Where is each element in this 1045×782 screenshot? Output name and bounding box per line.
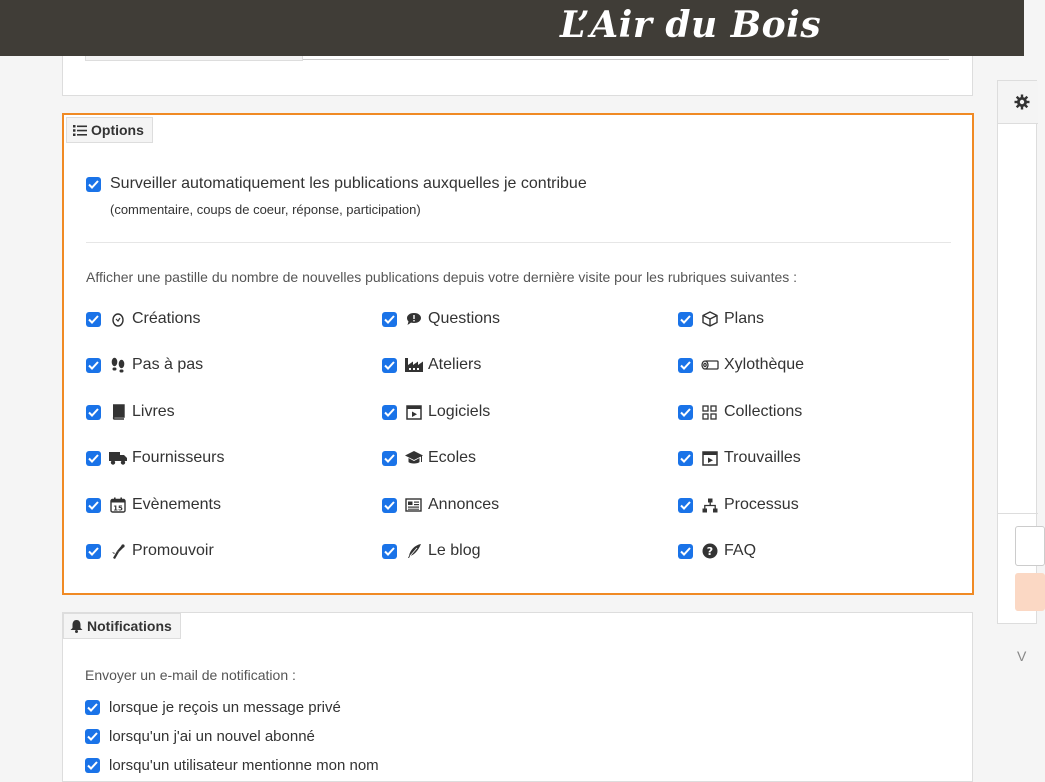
section-checkbox[interactable]: [382, 451, 397, 466]
section-label: Ateliers: [428, 356, 482, 373]
notifications-panel: [62, 612, 973, 782]
section-item-logiciels[interactable]: [382, 403, 490, 421]
options-panel: [62, 113, 974, 595]
top-bar: [0, 0, 1024, 56]
options-tab[interactable]: [66, 117, 153, 143]
section-checkbox[interactable]: [678, 405, 693, 420]
section-item-trouvailles[interactable]: [678, 449, 801, 467]
section-checkbox[interactable]: [86, 312, 101, 327]
sidebar-text: V: [1017, 648, 1027, 664]
section-checkbox[interactable]: [86, 498, 101, 513]
notifications-tab-label: Notifications: [87, 618, 172, 634]
section-label: Questions: [428, 310, 501, 327]
section-checkbox[interactable]: [86, 451, 101, 466]
section-label: Ecoles: [428, 449, 477, 466]
watch-sub-label: (commentaire, coups de coeur, réponse, participation): [110, 202, 421, 217]
section-checkbox[interactable]: [382, 544, 397, 559]
section-checkbox[interactable]: [382, 312, 397, 327]
sidebar-header: [998, 81, 1038, 124]
section-item-processus[interactable]: [678, 496, 799, 514]
section-label: Promouvoir: [132, 542, 214, 559]
previous-panel-tab: [85, 56, 303, 61]
cube-icon: [701, 311, 718, 328]
divider: [86, 242, 951, 243]
section-label: Fournisseurs: [132, 449, 225, 466]
notifications-intro: Envoyer un e-mail de notification :: [85, 667, 296, 683]
section-item-xylotheque[interactable]: [678, 356, 804, 374]
section-checkbox[interactable]: [86, 405, 101, 420]
section-checkbox-grid: [86, 310, 966, 572]
watch-label: Surveiller automatiquement les publications auxquelles je contribue: [110, 175, 587, 192]
section-item-faq[interactable]: [678, 542, 756, 560]
list-icon: [73, 124, 87, 137]
section-label: Collections: [724, 403, 803, 420]
section-item-ateliers[interactable]: [382, 356, 481, 374]
section-checkbox[interactable]: [678, 312, 693, 327]
section-checkbox[interactable]: [86, 544, 101, 559]
section-label: Créations: [132, 310, 201, 327]
sitemap-icon: [701, 497, 718, 514]
calendar-icon: [109, 497, 126, 514]
section-item-collections[interactable]: [678, 403, 802, 421]
section-checkbox[interactable]: [86, 358, 101, 373]
notification-row-private-message[interactable]: [85, 699, 341, 716]
section-checkbox[interactable]: [382, 498, 397, 513]
notification-checkbox[interactable]: [85, 758, 100, 773]
section-label: Le blog: [428, 542, 481, 559]
megaphone-icon: [109, 543, 126, 560]
section-checkbox[interactable]: [678, 498, 693, 513]
section-checkbox[interactable]: [678, 358, 693, 373]
graduation-cap-icon: [405, 450, 422, 467]
bell-icon: [70, 619, 83, 633]
grid-icon: [701, 404, 718, 421]
sidebar-divider: [998, 513, 1038, 514]
section-checkbox[interactable]: [678, 544, 693, 559]
section-item-ecoles[interactable]: [382, 449, 476, 467]
section-label: Xylothèque: [724, 356, 805, 373]
notification-row-mention[interactable]: [85, 757, 379, 774]
egg-icon: [109, 311, 126, 328]
sidebar-button[interactable]: [1015, 573, 1045, 611]
sidebar-panel: [997, 80, 1037, 624]
section-item-evenements[interactable]: [86, 496, 221, 514]
notification-label: lorsqu'un j'ai un nouvel abonné: [109, 728, 315, 745]
comment-icon: [405, 311, 422, 328]
section-item-pas-a-pas[interactable]: [86, 356, 203, 374]
truck-icon: [109, 450, 126, 467]
section-item-le-blog[interactable]: [382, 542, 481, 560]
section-label: Logiciels: [428, 403, 491, 420]
previous-panel-input[interactable]: [303, 56, 949, 60]
footprints-icon: [109, 357, 126, 374]
section-item-plans[interactable]: [678, 310, 764, 328]
section-label: Livres: [132, 403, 175, 420]
options-tab-label: Options: [91, 122, 144, 138]
gear-icon[interactable]: [1014, 94, 1030, 115]
watch-checkbox-row[interactable]: [86, 175, 587, 193]
notification-row-new-follower[interactable]: [85, 728, 315, 745]
window-play-icon: [405, 404, 422, 421]
notification-checkbox[interactable]: [85, 700, 100, 715]
previous-panel: [62, 56, 973, 96]
section-item-promouvoir[interactable]: [86, 542, 214, 560]
section-item-annonces[interactable]: [382, 496, 499, 514]
sidebar-input[interactable]: [1015, 526, 1045, 566]
svg-text:?: ?: [706, 545, 713, 559]
section-label: FAQ: [724, 542, 757, 559]
notification-label: lorsqu'un utilisateur mentionne mon nom: [109, 757, 379, 774]
window-play-icon: [701, 450, 718, 467]
watch-checkbox[interactable]: [86, 177, 101, 192]
badge-intro-text: Afficher une pastille du nombre de nouvelles publications depuis votre dernière visite pour les rubriques suivantes :: [86, 269, 798, 285]
section-item-fournisseurs[interactable]: [86, 449, 224, 467]
section-item-livres[interactable]: [86, 403, 175, 421]
section-label: Processus: [724, 496, 799, 513]
section-label: Evènements: [132, 496, 221, 513]
book-icon: [109, 404, 126, 421]
section-label: Plans: [724, 310, 765, 327]
notification-label: lorsque je reçois un message privé: [109, 699, 341, 716]
feather-icon: [405, 543, 422, 560]
section-label: Trouvailles: [724, 449, 801, 466]
brand-logo[interactable]: L’Air du Bois: [560, 4, 822, 46]
svg-text:15: 15: [112, 504, 123, 513]
question-circle-icon: [701, 543, 718, 560]
newspaper-icon: [405, 497, 422, 514]
log-icon: [701, 357, 718, 374]
section-checkbox[interactable]: [382, 358, 397, 373]
notifications-tab[interactable]: [63, 613, 181, 639]
industry-icon: [405, 357, 422, 374]
section-item-questions[interactable]: [382, 310, 500, 328]
notification-checkbox[interactable]: [85, 729, 100, 744]
section-item-creations[interactable]: [86, 310, 200, 328]
section-checkbox[interactable]: [382, 405, 397, 420]
section-label: Pas à pas: [132, 356, 204, 373]
section-label: Annonces: [428, 496, 500, 513]
section-checkbox[interactable]: [678, 451, 693, 466]
